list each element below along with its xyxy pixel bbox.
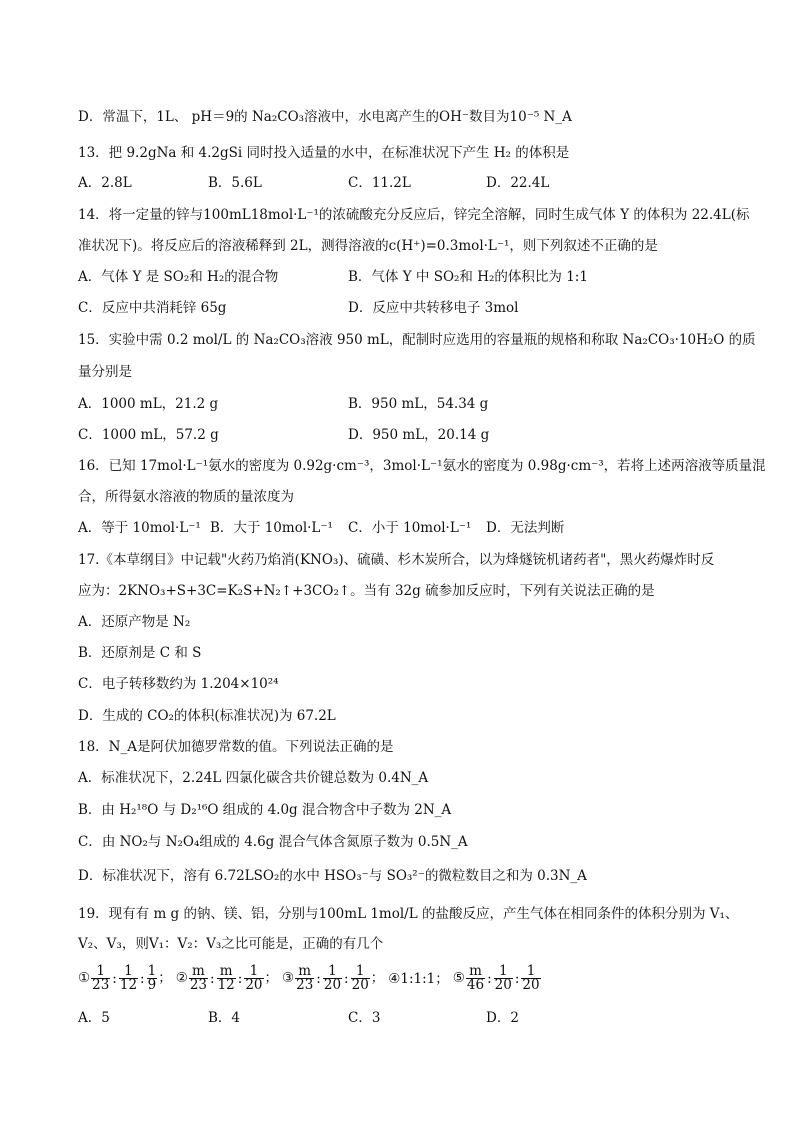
fraction-denominator: 23 <box>92 977 110 994</box>
fraction <box>217 965 236 992</box>
q19-ratio-choice <box>282 960 384 997</box>
q14-stem-line1: 14．将一定量的锌与100mL18mol·L⁻¹的浓硫酸充分反应后，锌完全溶解，同时生成气体 Y 的体积为 22.4L(标 <box>78 207 750 223</box>
ratio-colon: : <box>140 970 145 987</box>
fraction-denominator: 12 <box>119 977 138 994</box>
q14-option-c: C．反应中共消耗锌 65g <box>78 300 227 316</box>
q14-option-b: B．气体 Y 中 SO₂和 H₂的体积比为 1:1 <box>348 269 588 285</box>
q19-ratio-mark: ⑤ <box>452 970 465 987</box>
q18-option-c: C．由 NO₂与 N₂O₄组成的 4.6g 混合气体含氮原子数为 0.5N_A <box>78 834 468 850</box>
q17-option-c: C．电子转移数约为 1.204×10²⁴ <box>78 676 279 692</box>
q14-option-d: D．反应中共转移电子 3mol <box>348 300 519 316</box>
ratio-colon: : <box>112 970 117 987</box>
fraction <box>244 965 263 992</box>
q16-option-b: B．大于 10mol·L⁻¹ <box>210 520 333 536</box>
q19-ratio-mark: ③ <box>282 970 295 987</box>
q13-option-b: B．5.6L <box>208 175 262 191</box>
fraction-numerator: m <box>466 965 485 979</box>
q19-ratio-choice <box>453 960 542 997</box>
q14-option-a: A．气体 Y 是 SO₂和 H₂的混合物 <box>78 269 279 285</box>
q15-options-row1 <box>78 394 738 414</box>
fraction <box>351 965 370 992</box>
q17-option-d: D．生成的 CO₂的体积(标准状况)为 67.2L <box>78 708 336 724</box>
q19-ratio-text: 1:1:1 <box>400 970 436 987</box>
q15-option-c: C．1000 mL，57.2 g <box>78 427 219 443</box>
fraction-denominator: 23 <box>189 977 207 994</box>
q18-option-d: D．标准状况下，溶有 6.72LSO₂的水中 HSO₃⁻与 SO₃²⁻的微粒数目之和为 0.3N_A <box>78 868 587 884</box>
ratio-colon: : <box>237 970 243 987</box>
ratio-colon: : <box>487 970 492 987</box>
q13-option-a: A．2.8L <box>78 175 132 191</box>
q16-stem-line2: 合，所得氨水溶液的物质的量浓度为 <box>78 489 294 505</box>
q15-option-d: D．950 mL，20.14 g <box>348 427 490 443</box>
q19-stem-line1: 19．现有有 m g 的钠、镁、铝，分别与100mL 1mol/L 的盐酸反应，产生气体在相同条件的体积分别为 V₁、 <box>78 906 739 922</box>
q19-option-a: A．5 <box>78 1010 110 1026</box>
q15-options-row2 <box>78 425 738 445</box>
fraction-denominator: 20 <box>245 977 263 994</box>
ratio-separator: ； <box>264 970 278 987</box>
fraction-numerator: 1 <box>147 963 157 980</box>
fraction-numerator: 1 <box>244 965 263 979</box>
fraction <box>189 965 208 992</box>
q16-stem-line1: 16．已知 17mol·L⁻¹氨水的密度为 0.92g·cm⁻³，3mol·L⁻¹氨水的密度为 0.98g·cm⁻³，若将上述两溶液等质量混 <box>78 458 766 474</box>
q13-option-c: C．11.2L <box>348 175 411 191</box>
ratio-colon: : <box>514 970 520 987</box>
fraction <box>466 965 485 992</box>
fraction-denominator: 20 <box>494 977 512 994</box>
q19-ratio-choice <box>388 961 448 997</box>
fraction-numerator: 1 <box>351 965 370 979</box>
fraction <box>147 965 158 992</box>
q19-ratio-choice <box>78 960 172 997</box>
ratio-separator: ； <box>158 970 172 987</box>
q18-stem: 18．N_A是阿伏加德罗常数的值。下列说法正确的是 <box>78 739 394 755</box>
ratio-colon: : <box>344 970 349 987</box>
q13-option-d: D．22.4L <box>486 175 550 191</box>
fraction-numerator: m <box>295 965 314 979</box>
q16-option-c: C．小于 10mol·L⁻¹ <box>348 520 472 536</box>
ratio-separator: ； <box>435 970 449 987</box>
fraction <box>119 965 138 992</box>
fraction-denominator: 12 <box>217 977 235 994</box>
q16-option-d: D．无法判断 <box>486 520 565 536</box>
fraction <box>323 965 342 992</box>
fraction-denominator: 20 <box>323 977 342 994</box>
fraction-numerator: 1 <box>521 965 540 979</box>
q19-ratio-choices <box>78 960 546 996</box>
q14-options-row1 <box>78 267 738 287</box>
ratio-separator: ； <box>370 970 385 987</box>
q19-option-b: B．4 <box>208 1010 241 1026</box>
q18-option-a: A．标准状况下，2.24L 四氯化碳含共价键总数为 0.4N_A <box>78 770 429 786</box>
fraction-numerator: 1 <box>494 965 513 979</box>
q18-option-b: B．由 H₂¹⁸O 与 D₂¹⁶O 组成的 4.0g 混合物含中子数为 2N_A <box>78 802 452 818</box>
fraction-denominator: 46 <box>466 977 485 994</box>
q19-ratio-mark: ④ <box>388 970 401 987</box>
q19-ratio-mark: ① <box>78 970 91 987</box>
fraction <box>494 965 513 992</box>
q16-option-a: A．等于 10mol·L⁻¹ <box>78 520 201 536</box>
q15-stem-line2: 量分别是 <box>78 364 132 380</box>
q19-ratio-choice <box>176 960 278 997</box>
ratio-colon: : <box>210 970 215 987</box>
fraction-denominator: 23 <box>296 977 314 994</box>
fraction-numerator: 1 <box>119 965 138 979</box>
fraction <box>295 965 314 992</box>
fraction-denominator: 20 <box>351 977 369 994</box>
q16-options <box>78 518 738 538</box>
q17-stem-line2: 应为：2KNO₃+S+3C=K₂S+N₂↑+3CO₂↑。当有 32g 硫参加反应时，下列有关说法正确的是 <box>78 583 655 599</box>
q12-option-d: D．常温下，1L、 pH＝9的 Na₂CO₃溶液中，水电离产生的OH⁻数目为10⁻⁵ N_A <box>78 109 572 125</box>
q19-options <box>78 1008 738 1028</box>
q15-option-b: B．950 mL，54.34 g <box>348 396 489 412</box>
q19-option-c: C．3 <box>348 1010 381 1026</box>
q19-stem-line2: V₂、V₃，则V₁：V₂：V₃之比可能是，正确的有几个 <box>78 936 384 952</box>
fraction-numerator: m <box>189 965 208 979</box>
fraction <box>91 965 110 992</box>
q15-stem-line1: 15．实验中需 0.2 mol/L 的 Na₂CO₃溶液 950 mL，配制时应选用的容量瓶的规格和称取 Na₂CO₃·10H₂O 的质 <box>78 332 756 348</box>
fraction-numerator: 1 <box>323 965 342 979</box>
q14-stem-line2: 准状况下)。将反应后的溶液稀释到 2L，测得溶液的c(H⁺)=0.3mol·L⁻¹，则下列叙述不正确的是 <box>78 238 658 254</box>
fraction-numerator: m <box>217 965 236 979</box>
q13-stem: 13．把 9.2gNa 和 4.2gSi 同时投入适量的水中，在标准状况下产生 H₂ 的体积是 <box>78 145 570 161</box>
fraction-numerator: 1 <box>91 965 110 979</box>
q14-options-row2 <box>78 298 738 318</box>
fraction <box>521 965 540 992</box>
ratio-colon: : <box>316 970 321 987</box>
q17-stem-line1: 17.《本草纲目》中记载"火药乃焰消(KNO₃)、硫磺、杉木炭所合，以为烽燧铳机诸药者"，黑火药爆炸时反 <box>78 552 715 568</box>
fraction-denominator: 9 <box>147 977 157 994</box>
q17-option-b: B．还原剂是 C 和 S <box>78 645 202 661</box>
q13-options <box>78 173 738 193</box>
q19-ratio-mark: ② <box>175 970 188 987</box>
fraction-denominator: 20 <box>522 977 540 994</box>
q17-option-a: A．还原产物是 N₂ <box>78 614 191 630</box>
q19-option-d: D．2 <box>486 1010 519 1026</box>
q15-option-a: A．1000 mL，21.2 g <box>78 396 219 412</box>
